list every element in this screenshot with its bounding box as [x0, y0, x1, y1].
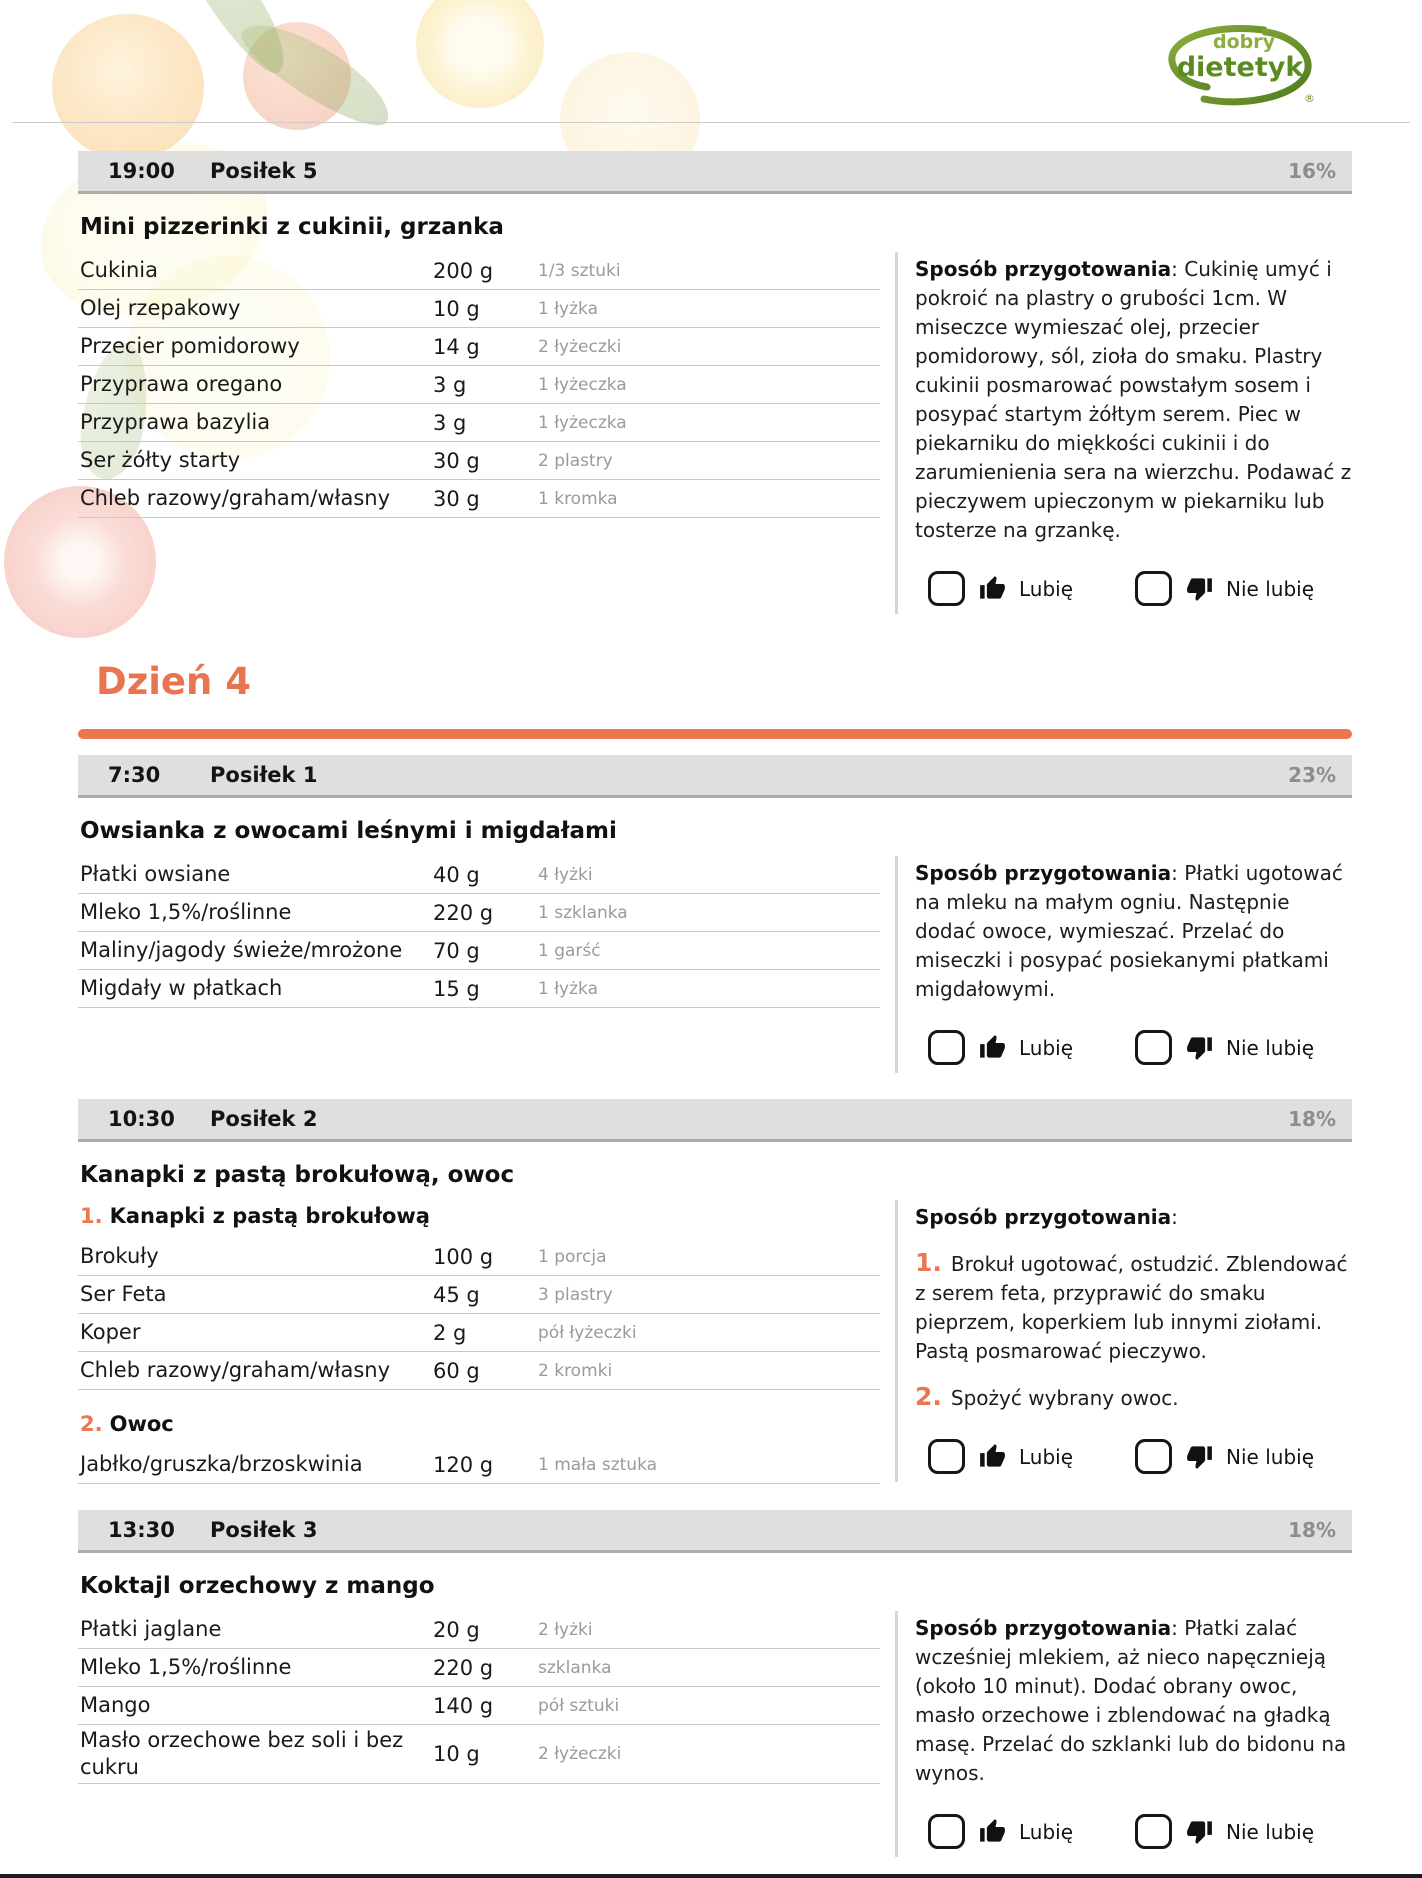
group-number: 1.: [80, 1204, 103, 1228]
ingredient-amount: 30 g: [433, 448, 480, 473]
dislike-label: Nie lubię: [1226, 1819, 1314, 1844]
meal-label: Posiłek 1: [210, 763, 318, 787]
meal-label: Posiłek 2: [210, 1107, 318, 1131]
ingredient-amount: 30 g: [433, 486, 480, 511]
thumb-up-icon: [979, 1034, 1006, 1061]
meal-title: Mini pizzerinki z cukinii, grzanka: [80, 214, 504, 240]
meal-percent-badge: 16%: [1288, 159, 1336, 183]
step-number: 1.: [915, 1248, 942, 1277]
dislike-checkbox[interactable]: [1135, 1439, 1172, 1474]
ingredient-name: Przyprawa oregano: [80, 372, 283, 396]
dislike-checkbox[interactable]: [1135, 1814, 1172, 1849]
ingredient-amount: 20 g: [433, 1617, 480, 1642]
dislike-label: Nie lubię: [1226, 1035, 1314, 1060]
ingredient-amount: 10 g: [433, 296, 480, 321]
preparation-text: [915, 1203, 1352, 1232]
ingredient-name: Przyprawa bazylia: [80, 410, 271, 434]
step-text: Spożyć wybrany owoc.: [950, 1386, 1179, 1410]
meal-section: [78, 755, 1352, 1073]
meal-header-bar: [78, 1099, 1352, 1142]
step-number: 2.: [915, 1382, 942, 1411]
preparation-lead: :: [1171, 1205, 1178, 1229]
ingredient-amount: 15 g: [433, 976, 480, 1001]
ingredient-name: Cukinia: [80, 258, 158, 282]
ingredient-row: [78, 290, 880, 328]
preparation-lead: : Płatki zalać wcześniej mlekiem, aż nieco napęcznieją (około 10 minut). Dodać obrany owoc, masło orzechowe i zblendować na gładką masę. Przelać do szklanki lub do bidonu na wynos.: [915, 1616, 1347, 1785]
meal-blocks: [78, 151, 1352, 1857]
thumb-down-icon: [1186, 1443, 1213, 1470]
ingredient-name: Migdały w płatkach: [80, 976, 283, 1000]
dislike-label: Nie lubię: [1226, 576, 1314, 601]
like-checkbox[interactable]: [928, 1030, 965, 1065]
ingredient-measure: 1 kromka: [538, 488, 618, 509]
preparation-lead: : Cukinię umyć i pokroić na plastry o grubości 1cm. W miseczce wymieszać olej, przecier pomidorowy, sól, zioła do smaku. Plastry cukinii posmarować powstałym sosem i posypać startym żółtym serem. Piec w piekarniku do miękkości cukinii i do zarumienienia sera na wierzchu. Podawać z pieczywem upieczonym w piekarniku lub tosterze na grzankę.: [915, 257, 1352, 542]
ingredient-name: Przecier pomidorowy: [80, 334, 300, 358]
ingredient-group-heading: [80, 1412, 880, 1436]
ingredient-row: [78, 1314, 880, 1352]
ingredient-name: Płatki jaglane: [80, 1617, 222, 1641]
ingredient-name: Mango: [80, 1693, 151, 1717]
meal-percent-badge: 18%: [1288, 1107, 1336, 1131]
ingredient-measure: pół sztuki: [538, 1695, 620, 1716]
ingredient-row: [78, 1725, 880, 1784]
ingredient-name: Ser żółty starty: [80, 448, 241, 472]
thumb-up-icon: [979, 1818, 1006, 1845]
ingredient-amount: 200 g: [433, 258, 494, 283]
rating-row: [928, 571, 1352, 606]
ingredient-row: [78, 1238, 880, 1276]
ingredient-measure: 3 plastry: [538, 1284, 613, 1305]
ingredient-row: [78, 480, 880, 518]
meal-section: [78, 1510, 1352, 1857]
ingredient-amount: 70 g: [433, 938, 480, 963]
meal-percent-badge: 23%: [1288, 763, 1336, 787]
preparation-lead: : Płatki ugotować na mleku na małym ogniu. Następnie dodać owoce, wymieszać. Przelać do miseczki i posypać posiekanymi płatkami migdałowymi.: [915, 861, 1343, 1001]
ingredient-measure: 1 łyżka: [538, 298, 598, 319]
rating-row: [928, 1814, 1352, 1849]
like-checkbox[interactable]: [928, 1439, 965, 1474]
ingredient-amount: 100 g: [433, 1244, 494, 1269]
meal-label: Posiłek 5: [210, 159, 318, 183]
thumb-up-icon: [979, 1443, 1006, 1470]
preparation-label: Sposób przygotowania: [915, 1616, 1172, 1640]
ingredient-amount: 220 g: [433, 900, 494, 925]
thumb-up-icon: [979, 575, 1006, 602]
ingredient-measure: 1 szklanka: [538, 902, 628, 923]
preparation-text: [915, 859, 1352, 1004]
preparation-step: [915, 1248, 1352, 1366]
dislike-option[interactable]: [1135, 1814, 1314, 1849]
ingredient-name: Koper: [80, 1320, 141, 1344]
ingredient-row: [78, 1276, 880, 1314]
ingredient-measure: pół łyżeczki: [538, 1322, 637, 1343]
ingredients-table: [78, 1611, 880, 1784]
preparation-panel: [895, 1611, 1352, 1857]
ingredient-row: [78, 442, 880, 480]
like-checkbox[interactable]: [928, 571, 965, 606]
ingredient-group: [78, 1204, 880, 1390]
rating-row: [928, 1030, 1352, 1065]
meal-title: Koktajl orzechowy z mango: [80, 1573, 435, 1599]
ingredient-name: Olej rzepakowy: [80, 296, 241, 320]
ingredient-row: [78, 894, 880, 932]
ingredient-amount: 120 g: [433, 1452, 494, 1477]
ingredient-amount: 40 g: [433, 862, 480, 887]
rating-row: [928, 1439, 1352, 1474]
logo-registered-mark: ®: [1304, 92, 1315, 105]
ingredient-amount: 10 g: [433, 1742, 480, 1766]
ingredient-measure: 1 porcja: [538, 1246, 607, 1267]
meal-body: [78, 856, 1352, 1073]
ingredient-measure: 1 łyżeczka: [538, 412, 627, 433]
preparation-label: Sposób przygotowania: [915, 1205, 1172, 1229]
like-checkbox[interactable]: [928, 1814, 965, 1849]
day-accent-bar: [78, 729, 1352, 739]
meal-label: Posiłek 3: [210, 1518, 318, 1542]
ingredient-row: [78, 252, 880, 290]
meal-header-bar: [78, 151, 1352, 194]
ingredient-amount: 220 g: [433, 1655, 494, 1680]
meal-body: [78, 252, 1352, 614]
dislike-checkbox[interactable]: [1135, 1030, 1172, 1065]
ingredient-group: [78, 252, 880, 518]
preparation-label: Sposób przygotowania: [915, 861, 1172, 885]
meal-time: 13:30: [108, 1518, 175, 1542]
ingredient-measure: 2 łyżeczki: [538, 336, 622, 357]
meal-section: [78, 1099, 1352, 1484]
meal-body: [78, 1200, 1352, 1484]
ingredient-measure: szklanka: [538, 1657, 612, 1678]
ingredient-name: Maliny/jagody świeże/mrożone: [80, 938, 403, 962]
like-label: Lubię: [1019, 1035, 1074, 1060]
meal-title: Kanapki z pastą brokułową, owoc: [80, 1162, 515, 1188]
ingredient-row: [78, 1611, 880, 1649]
ingredient-name: Chleb razowy/graham/własny: [80, 486, 391, 510]
step-text: Brokuł ugotować, ostudzić. Zblendować z serem feta, przyprawić do smaku pieprzem, koperkiem lub innymi ziołami. Pastą posmarować pieczywo.: [915, 1252, 1348, 1363]
like-option[interactable]: [928, 571, 1073, 606]
meal-section: [78, 151, 1352, 614]
like-label: Lubię: [1019, 1819, 1074, 1844]
like-option[interactable]: [928, 1439, 1073, 1474]
ingredient-group-heading: [80, 1204, 880, 1228]
group-label: Kanapki z pastą brokułową: [109, 1204, 430, 1228]
thumb-down-icon: [1186, 1818, 1213, 1845]
ingredient-row: [78, 1649, 880, 1687]
ingredient-row: [78, 932, 880, 970]
like-option[interactable]: [928, 1814, 1073, 1849]
ingredient-row: [78, 856, 880, 894]
preparation-panel: [895, 1200, 1352, 1482]
preparation-panel: [895, 252, 1352, 614]
like-label: Lubię: [1019, 1444, 1074, 1469]
ingredient-row: [78, 1687, 880, 1725]
ingredient-measure: 1 garść: [538, 940, 601, 961]
meal-percent-badge: 18%: [1288, 1518, 1336, 1542]
ingredient-amount: 3 g: [433, 372, 467, 397]
ingredient-measure: 2 łyżeczki: [538, 1744, 622, 1764]
ingredient-name: Płatki owsiane: [80, 862, 231, 886]
thumb-down-icon: [1186, 1034, 1213, 1061]
ingredient-group: [78, 1611, 880, 1784]
like-option[interactable]: [928, 1030, 1073, 1065]
ingredients-table: [78, 856, 880, 1008]
meal-title: Owsianka z owocami leśnymi i migdałami: [80, 818, 617, 844]
dislike-option[interactable]: [1135, 1030, 1314, 1065]
ingredient-name: Brokuły: [80, 1244, 159, 1268]
meal-time: 10:30: [108, 1107, 175, 1131]
ingredient-measure: 1 łyżeczka: [538, 374, 627, 395]
ingredient-name: Mleko 1,5%/roślinne: [80, 1655, 292, 1679]
dislike-label: Nie lubię: [1226, 1444, 1314, 1469]
dislike-option[interactable]: [1135, 1439, 1314, 1474]
ingredient-row: [78, 970, 880, 1008]
ingredient-row: [78, 328, 880, 366]
dislike-option[interactable]: [1135, 571, 1314, 606]
like-label: Lubię: [1019, 576, 1074, 601]
ingredient-measure: 2 plastry: [538, 450, 613, 471]
ingredient-amount: 14 g: [433, 334, 480, 359]
ingredient-name: Ser Feta: [80, 1282, 167, 1306]
preparation-panel: [895, 856, 1352, 1073]
meal-time: 7:30: [108, 763, 161, 787]
ingredient-measure: 4 łyżki: [538, 864, 593, 885]
meal-body: [78, 1611, 1352, 1857]
ingredient-measure: 1 mała sztuka: [538, 1454, 658, 1475]
dislike-checkbox[interactable]: [1135, 571, 1172, 606]
preparation-text: [915, 255, 1352, 545]
ingredient-row: [78, 404, 880, 442]
day-divider: [78, 660, 1352, 739]
ingredient-name: Mleko 1,5%/roślinne: [80, 900, 292, 924]
ingredient-amount: 60 g: [433, 1358, 480, 1383]
ingredient-row: [78, 1446, 880, 1484]
ingredient-row: [78, 366, 880, 404]
preparation-text: [915, 1614, 1352, 1788]
ingredient-row: [78, 1352, 880, 1390]
logo-text-dietetyk: dietetyk: [1176, 52, 1304, 83]
ingredient-group: [78, 856, 880, 1008]
ingredient-group: [78, 1412, 880, 1484]
ingredient-measure: 2 łyżki: [538, 1619, 593, 1640]
ingredient-measure: 1/3 sztuki: [538, 260, 621, 281]
group-number: 2.: [80, 1412, 103, 1436]
ingredient-measure: 1 łyżka: [538, 978, 598, 999]
preparation-label: Sposób przygotowania: [915, 257, 1172, 281]
group-label: Owoc: [109, 1412, 174, 1436]
ingredient-amount: 2 g: [433, 1320, 467, 1345]
preparation-step: [915, 1382, 1352, 1413]
day-title: Dzień 4: [96, 660, 251, 703]
ingredients-table: [78, 1200, 880, 1484]
ingredients-table: [78, 252, 880, 518]
meal-header-bar: [78, 1510, 1352, 1553]
ingredient-name: Chleb razowy/graham/własny: [80, 1358, 391, 1382]
logo-text-dobry: dobry: [1212, 31, 1276, 53]
meal-time: 19:00: [108, 159, 175, 183]
ingredient-name: Jabłko/gruszka/brzoskwinia: [80, 1452, 363, 1476]
thumb-down-icon: [1186, 575, 1213, 602]
page-bottom-rule: [0, 1874, 1422, 1878]
meal-header-bar: [78, 755, 1352, 798]
ingredient-measure: 2 kromki: [538, 1360, 613, 1381]
ingredient-name: Masło orzechowe bez soli i bez cukru: [80, 1728, 404, 1779]
ingredient-amount: 140 g: [433, 1693, 494, 1718]
ingredient-amount: 3 g: [433, 410, 467, 435]
ingredient-amount: 45 g: [433, 1282, 480, 1307]
